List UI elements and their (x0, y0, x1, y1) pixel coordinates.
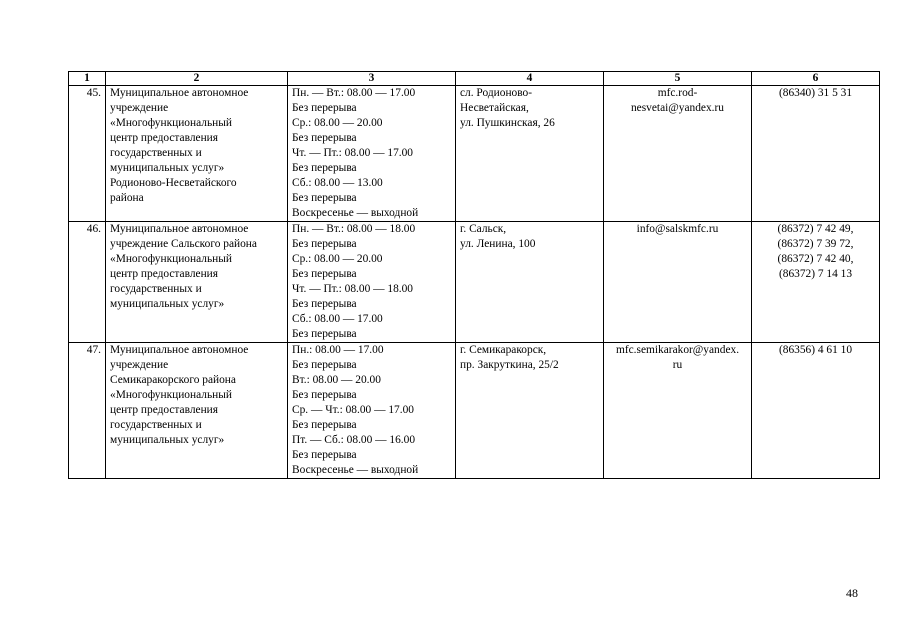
cell-line: (86356) 4 61 10 (778, 344, 853, 356)
cell-line: государственных и (110, 419, 202, 431)
cell-line: Без перерыва (292, 328, 357, 340)
phone-cell (752, 343, 880, 479)
address-cell (456, 222, 604, 343)
cell-line: (86340) 31 5 31 (778, 87, 853, 99)
cell-line: Несветайская, (460, 102, 529, 114)
address-cell (456, 86, 604, 222)
cell-line: «Многофункциональный (110, 253, 232, 265)
cell-line: государственных и (110, 147, 202, 159)
working-hours-cell (288, 86, 456, 222)
cell-line: ул. Ленина, 100 (460, 238, 536, 250)
column-header: 4 (456, 72, 604, 86)
cell-line: (86372) 7 42 49, (777, 223, 854, 235)
cell-line: г. Семикаракорск, (460, 344, 547, 356)
column-header: 5 (604, 72, 752, 86)
cell-line: mfc.rod- (657, 87, 698, 99)
table-body (69, 86, 880, 479)
cell-line: Пт. — Сб.: 08.00 — 16.00 (292, 434, 416, 446)
cell-line: района (110, 192, 144, 204)
column-header: 1 (69, 72, 106, 86)
cell-line: муниципальных услуг» (110, 434, 225, 446)
institution-name-cell (106, 86, 288, 222)
table-row (69, 86, 880, 222)
cell-line: учреждение (110, 359, 169, 371)
row-number-cell: 47. (69, 343, 106, 479)
working-hours-cell (288, 343, 456, 479)
cell-line: Муниципальное автономное (110, 87, 249, 99)
cell-line: mfc.semikarakor@yandex. (615, 344, 740, 356)
cell-line: Ср. — Чт.: 08.00 — 17.00 (292, 404, 414, 416)
mfc-registry-table (68, 71, 880, 479)
cell-line: Муниципальное автономное (110, 223, 249, 235)
institution-name-cell (106, 343, 288, 479)
email-cell (604, 86, 752, 222)
cell-line: Семикаракорского района (110, 374, 236, 386)
cell-line: ул. Пушкинская, 26 (460, 117, 555, 129)
cell-line: центр предоставления (110, 268, 219, 280)
cell-line: учреждение Сальского района (110, 238, 257, 250)
phone-cell (752, 86, 880, 222)
cell-line: г. Сальск, (460, 223, 507, 235)
cell-line: Без перерыва (292, 268, 357, 280)
cell-line: Без перерыва (292, 238, 357, 250)
cell-line: Сб.: 08.00 — 13.00 (292, 177, 383, 189)
institution-name-cell (106, 222, 288, 343)
column-header: 2 (106, 72, 288, 86)
cell-line: пр. Закруткина, 25/2 (460, 359, 559, 371)
table-row (69, 343, 880, 479)
cell-line: Воскресенье — выходной (292, 207, 419, 219)
cell-line: Муниципальное автономное (110, 344, 249, 356)
cell-line: «Многофункциональный (110, 117, 232, 129)
cell-line: Сб.: 08.00 — 17.00 (292, 313, 383, 325)
cell-line: nesvetai@yandex.ru (630, 102, 725, 114)
cell-line: Без перерыва (292, 192, 357, 204)
cell-line: Воскресенье — выходной (292, 464, 419, 476)
cell-line: Пн. — Вт.: 08.00 — 17.00 (292, 87, 416, 99)
cell-line: Родионово-Несветайского (110, 177, 237, 189)
cell-line: Пн.: 08.00 — 17.00 (292, 344, 384, 356)
cell-line: (86372) 7 42 40, (777, 253, 854, 265)
cell-line: ru (672, 359, 683, 371)
table-row (69, 222, 880, 343)
cell-line: info@salskmfc.ru (636, 223, 719, 235)
phone-cell (752, 222, 880, 343)
cell-line: государственных и (110, 283, 202, 295)
cell-line: муниципальных услуг» (110, 298, 225, 310)
cell-line: Без перерыва (292, 132, 357, 144)
cell-line: Без перерыва (292, 359, 357, 371)
cell-line: Без перерыва (292, 389, 357, 401)
cell-line: Ср.: 08.00 — 20.00 (292, 117, 383, 129)
table-header-row (69, 72, 880, 86)
cell-line: Вт.: 08.00 — 20.00 (292, 374, 381, 386)
cell-line: учреждение (110, 102, 169, 114)
cell-line: муниципальных услуг» (110, 162, 225, 174)
cell-line: Без перерыва (292, 102, 357, 114)
working-hours-cell (288, 222, 456, 343)
row-number-cell: 45. (69, 86, 106, 222)
column-header: 3 (288, 72, 456, 86)
cell-line: «Многофункциональный (110, 389, 232, 401)
email-cell (604, 222, 752, 343)
row-number-cell: 46. (69, 222, 106, 343)
cell-line: сл. Родионово- (460, 87, 533, 99)
cell-line: Без перерыва (292, 449, 357, 461)
email-cell (604, 343, 752, 479)
cell-line: Без перерыва (292, 298, 357, 310)
cell-line: (86372) 7 14 13 (778, 268, 853, 280)
cell-line: Без перерыва (292, 419, 357, 431)
cell-line: Чт. — Пт.: 08.00 — 18.00 (292, 283, 414, 295)
column-header: 6 (752, 72, 880, 86)
cell-line: (86372) 7 39 72, (777, 238, 854, 250)
address-cell (456, 343, 604, 479)
cell-line: Чт. — Пт.: 08.00 — 17.00 (292, 147, 414, 159)
page-number: 48 (846, 586, 858, 600)
cell-line: центр предоставления (110, 132, 219, 144)
cell-line: Ср.: 08.00 — 20.00 (292, 253, 383, 265)
cell-line: Пн. — Вт.: 08.00 — 18.00 (292, 223, 416, 235)
cell-line: Без перерыва (292, 162, 357, 174)
cell-line: центр предоставления (110, 404, 219, 416)
